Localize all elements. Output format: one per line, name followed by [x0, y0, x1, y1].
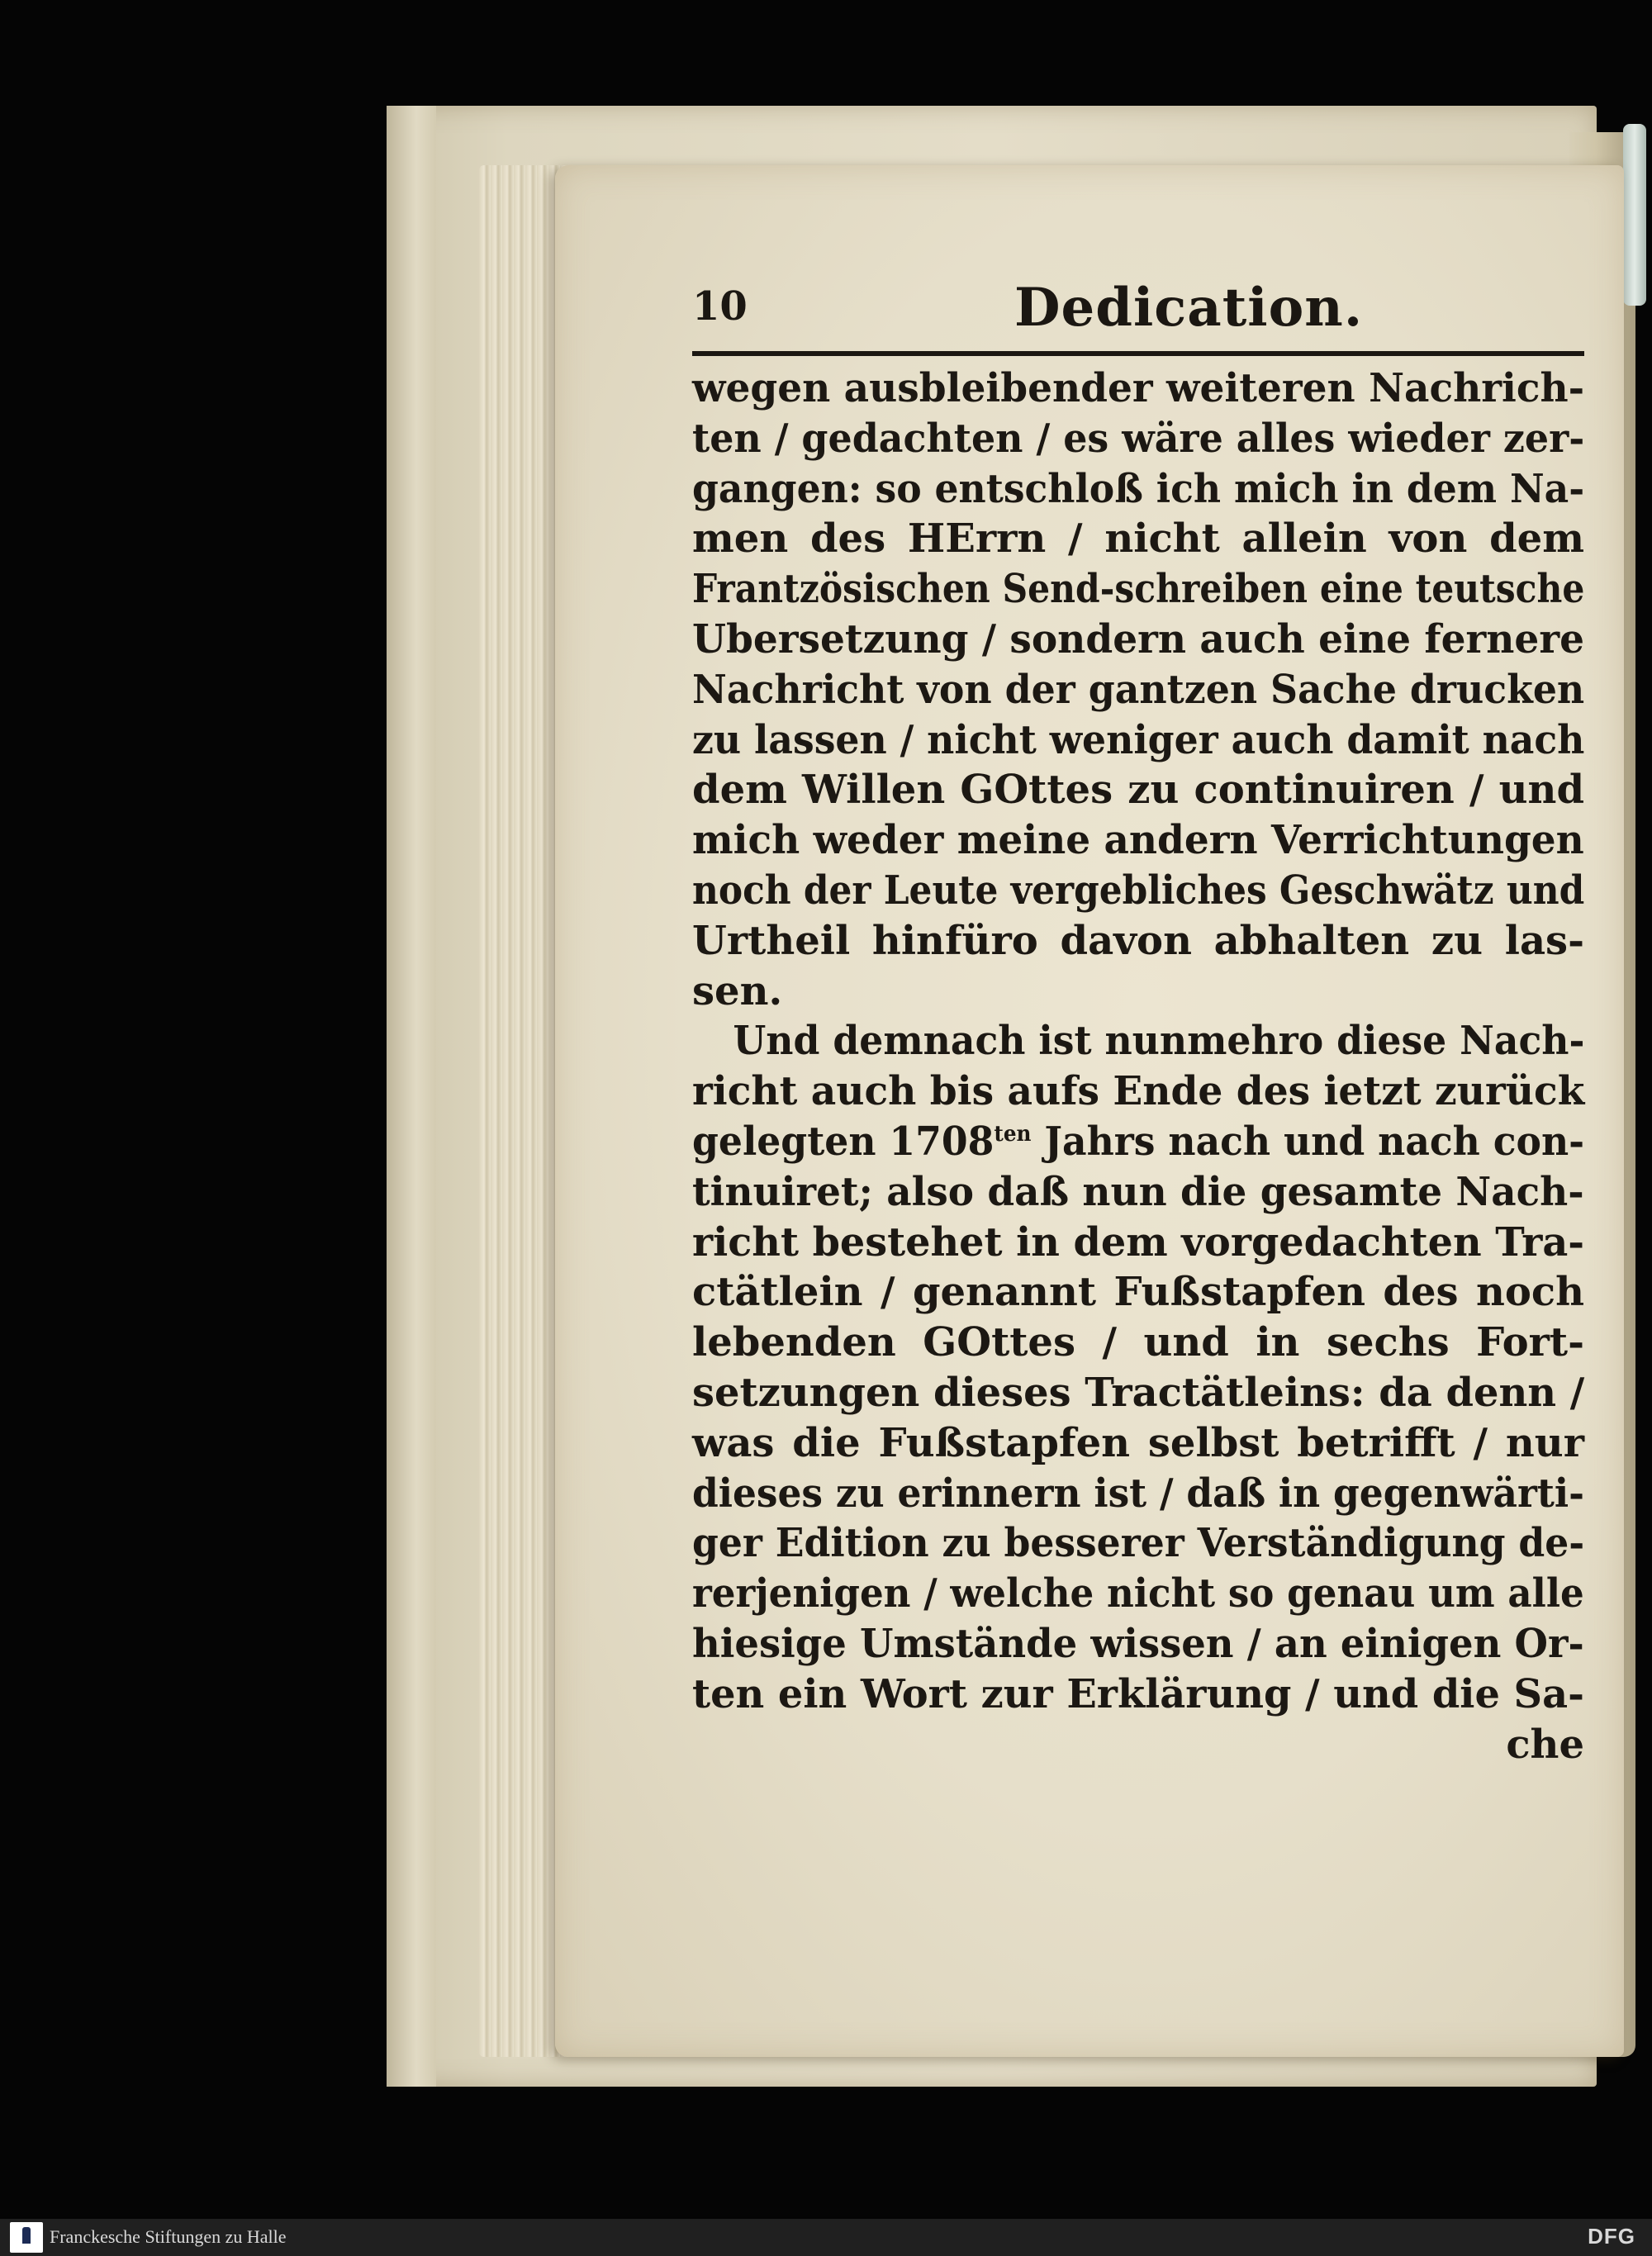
body-text — [692, 363, 1584, 1769]
text-line: Frantzösischen Send-schreiben eine teutsche — [692, 566, 1585, 613]
text-line: ctätlein / genannt Fußstapfen des noch — [692, 1269, 1584, 1316]
text-line: was die Fußstapfen selbst betrifft / nur — [692, 1419, 1584, 1466]
text-line: Nachricht von der gantzen Sache drucken — [692, 666, 1585, 713]
text-line: dem Willen GOttes zu continuiren / und — [692, 767, 1584, 814]
text-line: richt bestehet in dem vorgedachten Tra- — [692, 1218, 1585, 1266]
text-line — [692, 1117, 1585, 1167]
text-line: tinuiret; also daß nun die gesamte Nach- — [692, 1168, 1584, 1215]
catchword: che — [1506, 1721, 1584, 1768]
text-line: mich weder meine andern Verrichtungen — [692, 817, 1584, 864]
text-line: ger Edition zu besserer Verständigung de- — [692, 1520, 1585, 1567]
text-line: wegen ausbleibender weiteren Nachrich- — [692, 365, 1585, 411]
text-line: rerjenigen / welche nicht so genau um alle — [692, 1570, 1584, 1617]
text-line: richt auch bis aufs Ende des ietzt zurück — [692, 1068, 1585, 1115]
page-number: 10 — [692, 283, 748, 330]
year-suffix: ten — [994, 1121, 1032, 1147]
footer-bar — [0, 2219, 1652, 2256]
text-line: ten / gedachten / es wäre alles wieder zer- — [692, 415, 1585, 462]
institution-logo-icon — [10, 2222, 43, 2253]
bookmark-ribbon — [1623, 124, 1646, 306]
text-line: Ubersetzung / sondern auch eine fernere — [692, 615, 1584, 663]
dfg-logo: DFG — [1588, 2224, 1635, 2249]
institution-name: Franckesche Stiftungen zu Halle — [50, 2226, 287, 2247]
text-line: men des HErrn / nicht allein von dem — [692, 515, 1584, 563]
page-header — [692, 277, 1584, 343]
text-line: dieses zu erinnern ist / daß in gegenwärti- — [692, 1470, 1585, 1517]
cover-fold — [387, 106, 436, 2087]
text-line: sen. — [692, 967, 783, 1014]
text-line: Und demnach ist nunmehro diese Nach- — [733, 1018, 1585, 1065]
text-line: hiesige Umstände wissen / an einigen Or- — [692, 1620, 1584, 1667]
text-line: setzungen dieses Tractätleins: da denn / — [692, 1369, 1585, 1416]
running-title: Dedication. — [1014, 277, 1364, 339]
text-line: lebenden GOttes / und in sechs Fort- — [692, 1319, 1584, 1366]
text-line: ten ein Wort zur Erklärung / und die Sa- — [692, 1670, 1584, 1717]
header-rule — [692, 351, 1584, 356]
year-number: gelegten 1708 — [692, 1118, 995, 1165]
text-line: noch der Leute vergebliches Geschwätz und — [692, 867, 1585, 914]
text-line: gangen: so entschloß ich mich in dem Na- — [692, 465, 1585, 512]
line-rest: Jahrs nach und nach con- — [1031, 1118, 1585, 1165]
text-line: Urtheil hinfüro davon abhalten zu las- — [692, 917, 1584, 964]
text-line: zu lassen / nicht weniger auch damit nach — [692, 716, 1585, 763]
